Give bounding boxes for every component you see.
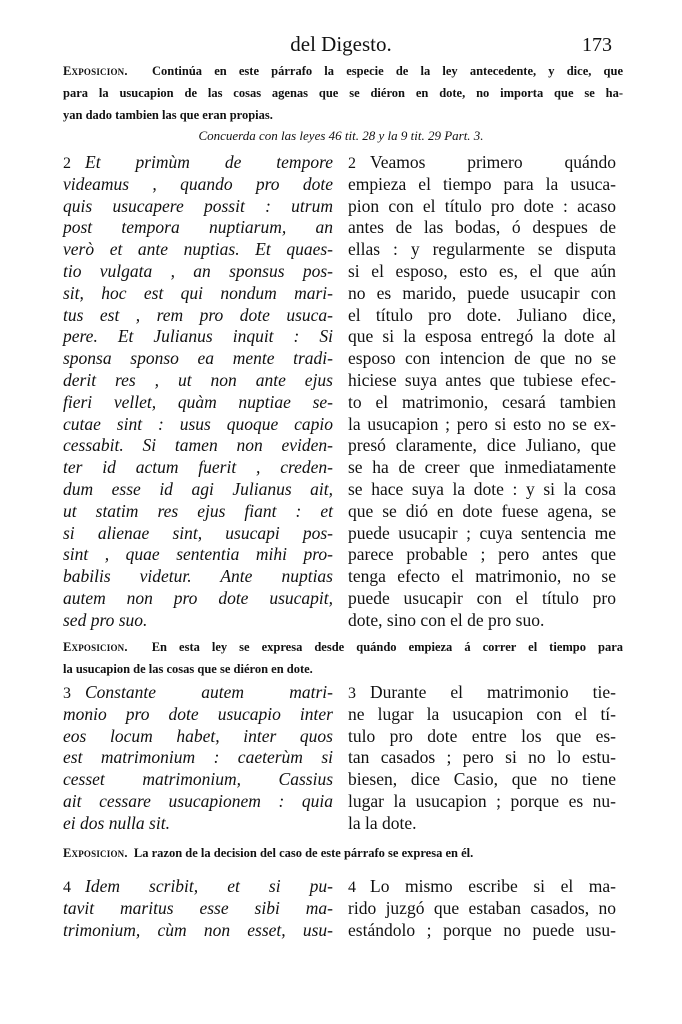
latin-line: eos locum habet, inter quos bbox=[63, 725, 333, 746]
latin-line: si alienae sint, usucapi pos- bbox=[63, 522, 333, 543]
paragraph-number: 3 bbox=[348, 685, 356, 702]
spanish-line: que si la esposa entregó la dote al bbox=[348, 326, 616, 347]
exposicion-line: yan dado tambien las que eran propias. bbox=[63, 107, 273, 122]
spanish-line: ne lugar la usucapion con el tí- bbox=[348, 703, 616, 724]
spanish-line: tan casados ; pero si no lo estu- bbox=[348, 747, 616, 768]
latin-line: sint , quae sententia mihi pro- bbox=[63, 544, 333, 565]
spanish-paragraph-2 bbox=[348, 152, 616, 632]
latin-line: babilis videtur. Ante nuptias bbox=[63, 566, 333, 587]
concordance-note: Concuerda con las leyes 46 tit. 28 y la 9 tit. 29 Part. 3. bbox=[198, 128, 484, 143]
latin-line: verò et ante nuptias. Et quaes- bbox=[63, 239, 333, 260]
spanish-line: no es marido, puede usucapir con bbox=[348, 282, 616, 303]
exposicion-label: Exposicion. bbox=[63, 640, 128, 654]
spanish-paragraph-4 bbox=[348, 876, 616, 941]
latin-line: post tempora nuptiarum, an bbox=[63, 217, 333, 238]
paragraph-number: 4 bbox=[348, 879, 356, 896]
paragraph-number: 2 bbox=[348, 155, 356, 172]
page-number: 173 bbox=[582, 34, 612, 56]
spanish-line: Veamos primero quándo bbox=[370, 152, 616, 172]
spanish-line: Durante el matrimonio tie- bbox=[370, 682, 616, 702]
latin-line: ei dos nulla sit. bbox=[63, 812, 170, 833]
latin-paragraph-4 bbox=[63, 876, 333, 941]
latin-line: fieri vellet, quàm nuptiae se- bbox=[63, 391, 333, 412]
exposicion-line: para la usucapion de las cosas agenas que se diéron en dote, no importa que se ha- bbox=[63, 85, 623, 100]
spanish-line: pion con el título pro dote : acaso bbox=[348, 195, 616, 216]
latin-line: Et primùm de tempore bbox=[85, 152, 333, 172]
exposicion-line: Exposicion. La razon de la decision del caso de este párrafo se expresa en él. bbox=[63, 846, 474, 860]
spanish-line: rido juzgó que estaban casados, no bbox=[348, 897, 616, 918]
running-head bbox=[0, 30, 682, 60]
latin-line: ter id actum fuerit , creden- bbox=[63, 457, 333, 478]
latin-line: ait cessare usucapionem : quia bbox=[63, 790, 333, 811]
latin-line: sit, hoc est qui nondum mari- bbox=[63, 282, 333, 303]
spanish-line: tulo pro dote entre los que es- bbox=[348, 725, 616, 746]
exposicion-1 bbox=[63, 63, 623, 128]
spanish-line: ellas : y regularmente se disputa bbox=[348, 239, 616, 260]
latin-line: cesset matrimonium, Cassius bbox=[63, 769, 333, 790]
spanish-line: empieza el tiempo para la usuca- bbox=[348, 173, 616, 194]
latin-line: sponsa sponso ea mente tradi- bbox=[63, 348, 333, 369]
latin-paragraph-3 bbox=[63, 682, 333, 835]
paragraph-number: 3 bbox=[63, 685, 71, 702]
spanish-line: lugar la usucapion ; porque es nu- bbox=[348, 790, 616, 811]
spanish-paragraph-3 bbox=[348, 682, 616, 835]
latin-line: dum esse id agi Julianus ait, bbox=[63, 478, 333, 499]
paragraph-number: 2 bbox=[63, 155, 71, 172]
latin-line: trimonium, cùm non esset, usu- bbox=[63, 919, 333, 940]
latin-line: cutae sint : usus quoque capio bbox=[63, 413, 333, 434]
spanish-line: la la dote. bbox=[348, 812, 417, 833]
exposicion-label: Exposicion. bbox=[63, 846, 128, 860]
exposicion-2 bbox=[63, 639, 623, 683]
latin-line: monio pro dote usucapio inter bbox=[63, 703, 333, 724]
spanish-line: antes de las bodas, ó despues de bbox=[348, 217, 616, 238]
spanish-line: hiciese suya antes que tubiese efec- bbox=[348, 369, 616, 390]
spanish-line: puede usucapir con el título pro bbox=[348, 587, 616, 608]
spanish-line: tenga efecto el matrimonio, no se bbox=[348, 566, 616, 587]
latin-line: Constante autem matri- bbox=[85, 682, 333, 702]
latin-line: Idem scribit, et si pu- bbox=[85, 876, 333, 896]
spanish-line: que se dió en dote fuese agena, se bbox=[348, 500, 616, 521]
exposicion-line: Exposicion. Continúa en este párrafo la especie de la ley antecedente, y dice, que bbox=[63, 64, 623, 78]
latin-paragraph-2 bbox=[63, 152, 333, 632]
spanish-line: si el esposo, esto es, el que aún bbox=[348, 260, 616, 281]
spanish-line: parece probable ; pero antes que bbox=[348, 544, 616, 565]
latin-line: tio vulgata , an sponsus pos- bbox=[63, 260, 333, 281]
paragraph-number: 4 bbox=[63, 879, 71, 896]
spanish-line: el título pro dote. Juliano dice, bbox=[348, 304, 616, 325]
exposicion-3 bbox=[63, 845, 623, 867]
latin-line: pere. Et Julianus inquit : Si bbox=[63, 326, 333, 347]
exposicion-line: la usucapion de las cosas que se diéron en dote. bbox=[63, 661, 313, 676]
spanish-line: puede usucapir ; cuya sentencia me bbox=[348, 522, 616, 543]
spanish-line: estándolo ; porque no puede usu- bbox=[348, 919, 616, 940]
latin-line: ut statim res ejus fiant : et bbox=[63, 500, 333, 521]
running-title: del Digesto. bbox=[290, 32, 392, 56]
latin-line: derit res , ut non ante ejus bbox=[63, 369, 333, 390]
spanish-line: la usucapion ; pero si esto no se ex- bbox=[348, 413, 616, 434]
latin-line: cessabit. Si tamen non eviden- bbox=[63, 435, 333, 456]
exposicion-label: Exposicion. bbox=[63, 64, 128, 78]
latin-line: sed pro suo. bbox=[63, 609, 148, 630]
spanish-line: dote, sino con el de pro suo. bbox=[348, 609, 545, 630]
spanish-line: biesen, dice Casio, que no tiene bbox=[348, 769, 616, 790]
latin-line: tus est , rem pro dote usuca- bbox=[63, 304, 333, 325]
latin-line: tavit maritus esse sibi ma- bbox=[63, 897, 333, 918]
latin-line: autem non pro dote usucapit, bbox=[63, 587, 333, 608]
spanish-line: se ha de creer que inmediatamente bbox=[348, 457, 616, 478]
spanish-line: Lo mismo escribe si el ma- bbox=[370, 876, 616, 896]
spanish-line: to el matrimonio, cesará tambien bbox=[348, 391, 616, 412]
spanish-line: presó claramente, dice Juliano, que bbox=[348, 435, 616, 456]
latin-line: est matrimonium : caeterùm si bbox=[63, 747, 333, 768]
spanish-line: esposo con intencion de que no se bbox=[348, 348, 616, 369]
spanish-line: se hace suya la dote : y si la cosa bbox=[348, 478, 616, 499]
latin-line: quis usucapere possit : utrum bbox=[63, 195, 333, 216]
latin-line: videamus , quando pro dote bbox=[63, 173, 333, 194]
exposicion-line: Exposicion. En esta ley se expresa desde quándo empieza á correr el tiempo para bbox=[63, 640, 624, 654]
